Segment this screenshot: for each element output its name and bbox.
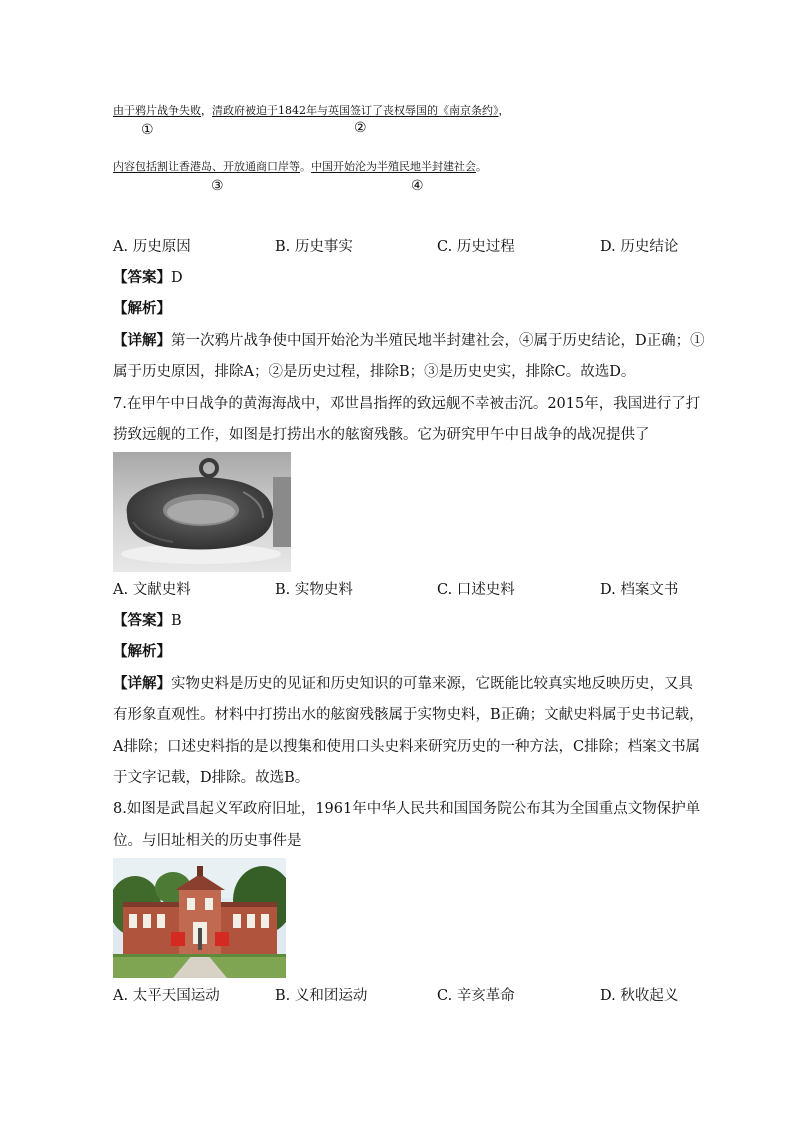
q6-sep-4: 。 — [476, 160, 487, 173]
q8-stem-line2: 位。与旧址相关的历史事件是 — [113, 833, 302, 849]
q6-marker-1: ① — [141, 122, 154, 138]
q7-detail-line4: 于文字记载，D排除。故选B。 — [113, 770, 310, 786]
q7-analysis-tag: 【解析】 — [113, 643, 171, 660]
q6-option-c[interactable]: C. 历史过程 — [437, 239, 515, 255]
q6-material-line2 — [113, 160, 487, 174]
q7-stem-line2: 捞致远舰的工作，如图是打捞出水的舷窗残骸。它为研究甲午中日战争的战况提供了 — [113, 427, 650, 443]
q6-sep-3: 。 — [300, 160, 311, 173]
q6-detail-line1 — [113, 331, 705, 351]
detail-text: 实物史料是历史的见证和历史知识的可靠来源，它既能比较真实地反映历史，又具 — [171, 676, 693, 692]
wuchang-government-site-photo — [113, 858, 286, 978]
detail-tag: 【详解】 — [113, 332, 171, 349]
answer-value: B — [171, 613, 182, 629]
q7-detail-line2: 有形象直观性。材料中打捞出水的舷窗残骸属于实物史料，B正确；文献史料属于史书记载， — [113, 707, 704, 723]
q7-detail-line1 — [113, 674, 693, 694]
q6-detail-line2: 属于历史原因，排除A；②是历史过程，排除B；③是历史史实，排除C。故选D。 — [113, 364, 636, 380]
q8-option-d[interactable]: D. 秋收起义 — [600, 988, 679, 1004]
q6-segment-4: 中国开始沦为半殖民地半封建社会 — [311, 160, 476, 173]
q7-detail-line3: A排除；口述史料指的是以搜集和使用口头史料来研究历史的一种方法，C排除；档案文书属 — [113, 739, 701, 755]
q6-segment-2: 清政府被迫于1842年与英国签订了丧权辱国的《南京条约》 — [212, 104, 499, 117]
q6-option-b[interactable]: B. 历史事实 — [275, 239, 353, 255]
porthole-relic-photo — [113, 452, 291, 572]
q6-sep-1: ， — [201, 104, 212, 117]
q6-material-line1 — [113, 104, 510, 118]
answer-tag: 【答案】 — [113, 269, 171, 286]
q7-option-c[interactable]: C. 口述史料 — [437, 582, 515, 598]
answer-tag: 【答案】 — [113, 612, 171, 629]
q8-option-a[interactable]: A. 太平天国运动 — [113, 988, 220, 1004]
q6-marker-3: ③ — [211, 178, 224, 194]
q7-option-a[interactable]: A. 文献史料 — [113, 582, 191, 598]
q6-answer — [113, 268, 183, 288]
q6-segment-1: 由于鸦片战争失败 — [113, 104, 201, 117]
q8-option-c[interactable]: C. 辛亥革命 — [437, 988, 515, 1004]
detail-tag: 【详解】 — [113, 675, 171, 692]
detail-text: 第一次鸦片战争使中国开始沦为半殖民地半封建社会，④属于历史结论，D正确；① — [171, 333, 705, 349]
q6-sep-2: ， — [498, 104, 510, 117]
q6-segment-3: 内容包括割让香港岛、开放通商口岸等 — [113, 160, 300, 173]
q6-marker-4: ④ — [411, 178, 424, 194]
q6-marker-2: ② — [354, 120, 367, 136]
q7-option-d[interactable]: D. 档案文书 — [600, 582, 679, 598]
q6-option-d[interactable]: D. 历史结论 — [600, 239, 679, 255]
q7-stem-line1: 7.在甲午中日战争的黄海海战中，邓世昌指挥的致远舰不幸被击沉。2015年，我国进行了打 — [113, 396, 701, 412]
answer-value: D — [171, 270, 183, 286]
q8-option-b[interactable]: B. 义和团运动 — [275, 988, 368, 1004]
q7-answer — [113, 611, 182, 631]
q8-stem-line1: 8.如图是武昌起义军政府旧址，1961年中华人民共和国国务院公布其为全国重点文物保护单 — [113, 801, 701, 817]
q6-analysis-tag: 【解析】 — [113, 300, 171, 317]
q7-option-b[interactable]: B. 实物史料 — [275, 582, 353, 598]
q6-option-a[interactable]: A. 历史原因 — [113, 239, 191, 255]
